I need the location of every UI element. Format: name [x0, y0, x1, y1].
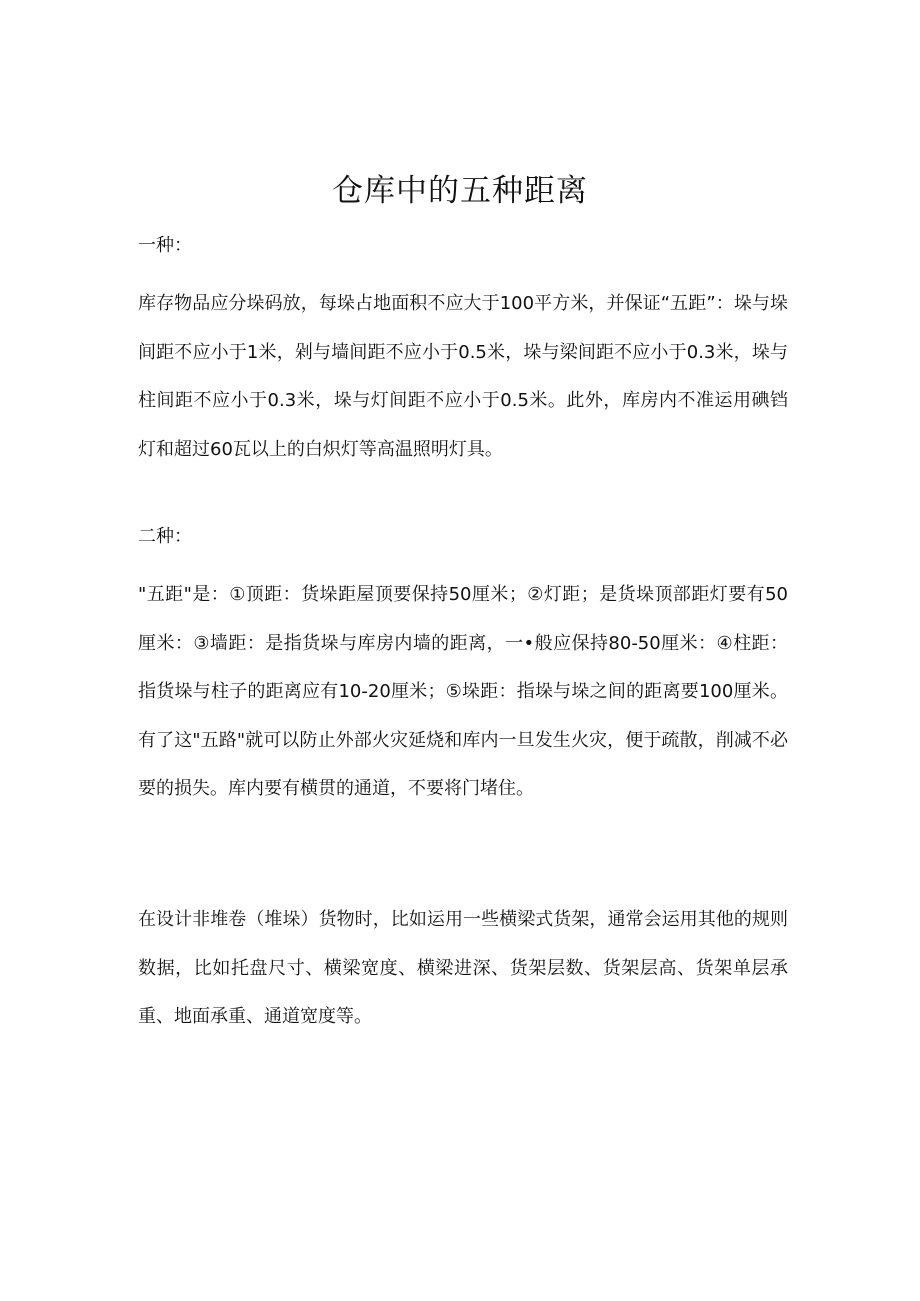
section-third	[138, 896, 788, 1042]
section-heading: 二种：	[138, 526, 192, 547]
section-heading: 一种：	[138, 235, 192, 256]
document-title: 仓库中的五种距离	[332, 172, 588, 209]
section-first	[138, 234, 788, 474]
section-paragraph: 库存物品应分垛码放，每垛占地面积不应大于100平方米，并保证“五距”：垛与垛间距不应小于1米，剁与墙间距不应小于0.5米，垛与梁间距不应小于0.3米，垛与柱间距不应小于0.3米，垛与灯间距不应小于0.5米。此外，库房内不准运用碘铛灯和超过60瓦以上的白炽灯等高温照明灯具。	[138, 293, 788, 460]
section-paragraph: "五距"是：①顶距：货垛距屋顶要保持50厘米；②灯距；是货垛顶部距灯要有50厘米：③墙距：是指货垛与库房内墙的距离，一•般应保持80-50厘米：④柱距：指货垛与柱子的距离应有10-20厘米；⑤垛距：指垛与垛之间的距离要100厘米。有了这"五路"就可以防止外部火灾延烧和库内一旦发生火灾，便于疏散，削减不必要的损失。库内要有横贯的通道，不要将门堵住。	[138, 584, 788, 799]
section-paragraph: 在设计非堆卷（堆垛）货物时，比如运用一些横梁式货架，通常会运用其他的规则数据，比如托盘尺寸、横梁宽度、横梁进深、货架层数、货架层高、货架单层承重、地面承重、通道宽度等。	[138, 909, 788, 1027]
section-second	[138, 525, 788, 814]
